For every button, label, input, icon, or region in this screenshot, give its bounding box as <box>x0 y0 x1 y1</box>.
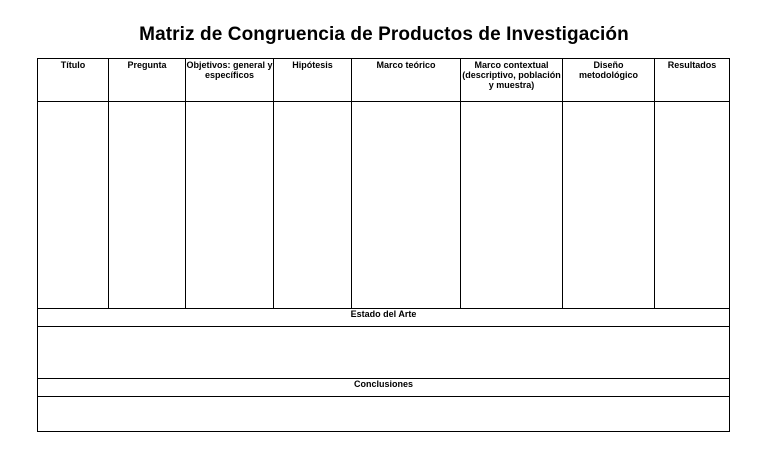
cell-diseno-metodologico[interactable] <box>563 102 655 309</box>
section-header-row-conclusiones <box>38 379 730 397</box>
column-header-titulo: Título <box>38 59 109 102</box>
column-header-diseno-metodologico: Diseño metodológico <box>563 59 655 102</box>
column-header-marco-contextual: Marco contextual (descriptivo, población y muestra) <box>461 59 563 102</box>
congruence-matrix-table <box>37 58 730 432</box>
cell-resultados[interactable] <box>655 102 730 309</box>
table-body-row <box>38 102 730 309</box>
cell-pregunta[interactable] <box>109 102 186 309</box>
section-heading-estado-del-arte: Estado del Arte <box>38 309 730 327</box>
cell-estado-del-arte[interactable] <box>38 327 730 379</box>
page-title: Matriz de Congruencia de Productos de Investigación <box>139 24 629 45</box>
section-header-row-estado-del-arte <box>38 309 730 327</box>
cell-hipotesis[interactable] <box>274 102 352 309</box>
conclusiones-row <box>38 397 730 432</box>
cell-titulo[interactable] <box>38 102 109 309</box>
section-heading-conclusiones: Conclusiones <box>38 379 730 397</box>
estado-del-arte-row <box>38 327 730 379</box>
cell-objetivos[interactable] <box>186 102 274 309</box>
column-header-pregunta: Pregunta <box>109 59 186 102</box>
column-header-hipotesis: Hipótesis <box>274 59 352 102</box>
column-header-resultados: Resultados <box>655 59 730 102</box>
cell-marco-teorico[interactable] <box>352 102 461 309</box>
cell-marco-contextual[interactable] <box>461 102 563 309</box>
cell-conclusiones[interactable] <box>38 397 730 432</box>
table-header-row <box>38 59 730 102</box>
column-header-marco-teorico: Marco teórico <box>352 59 461 102</box>
column-header-objetivos: Objetivos: general y específicos <box>186 59 274 102</box>
